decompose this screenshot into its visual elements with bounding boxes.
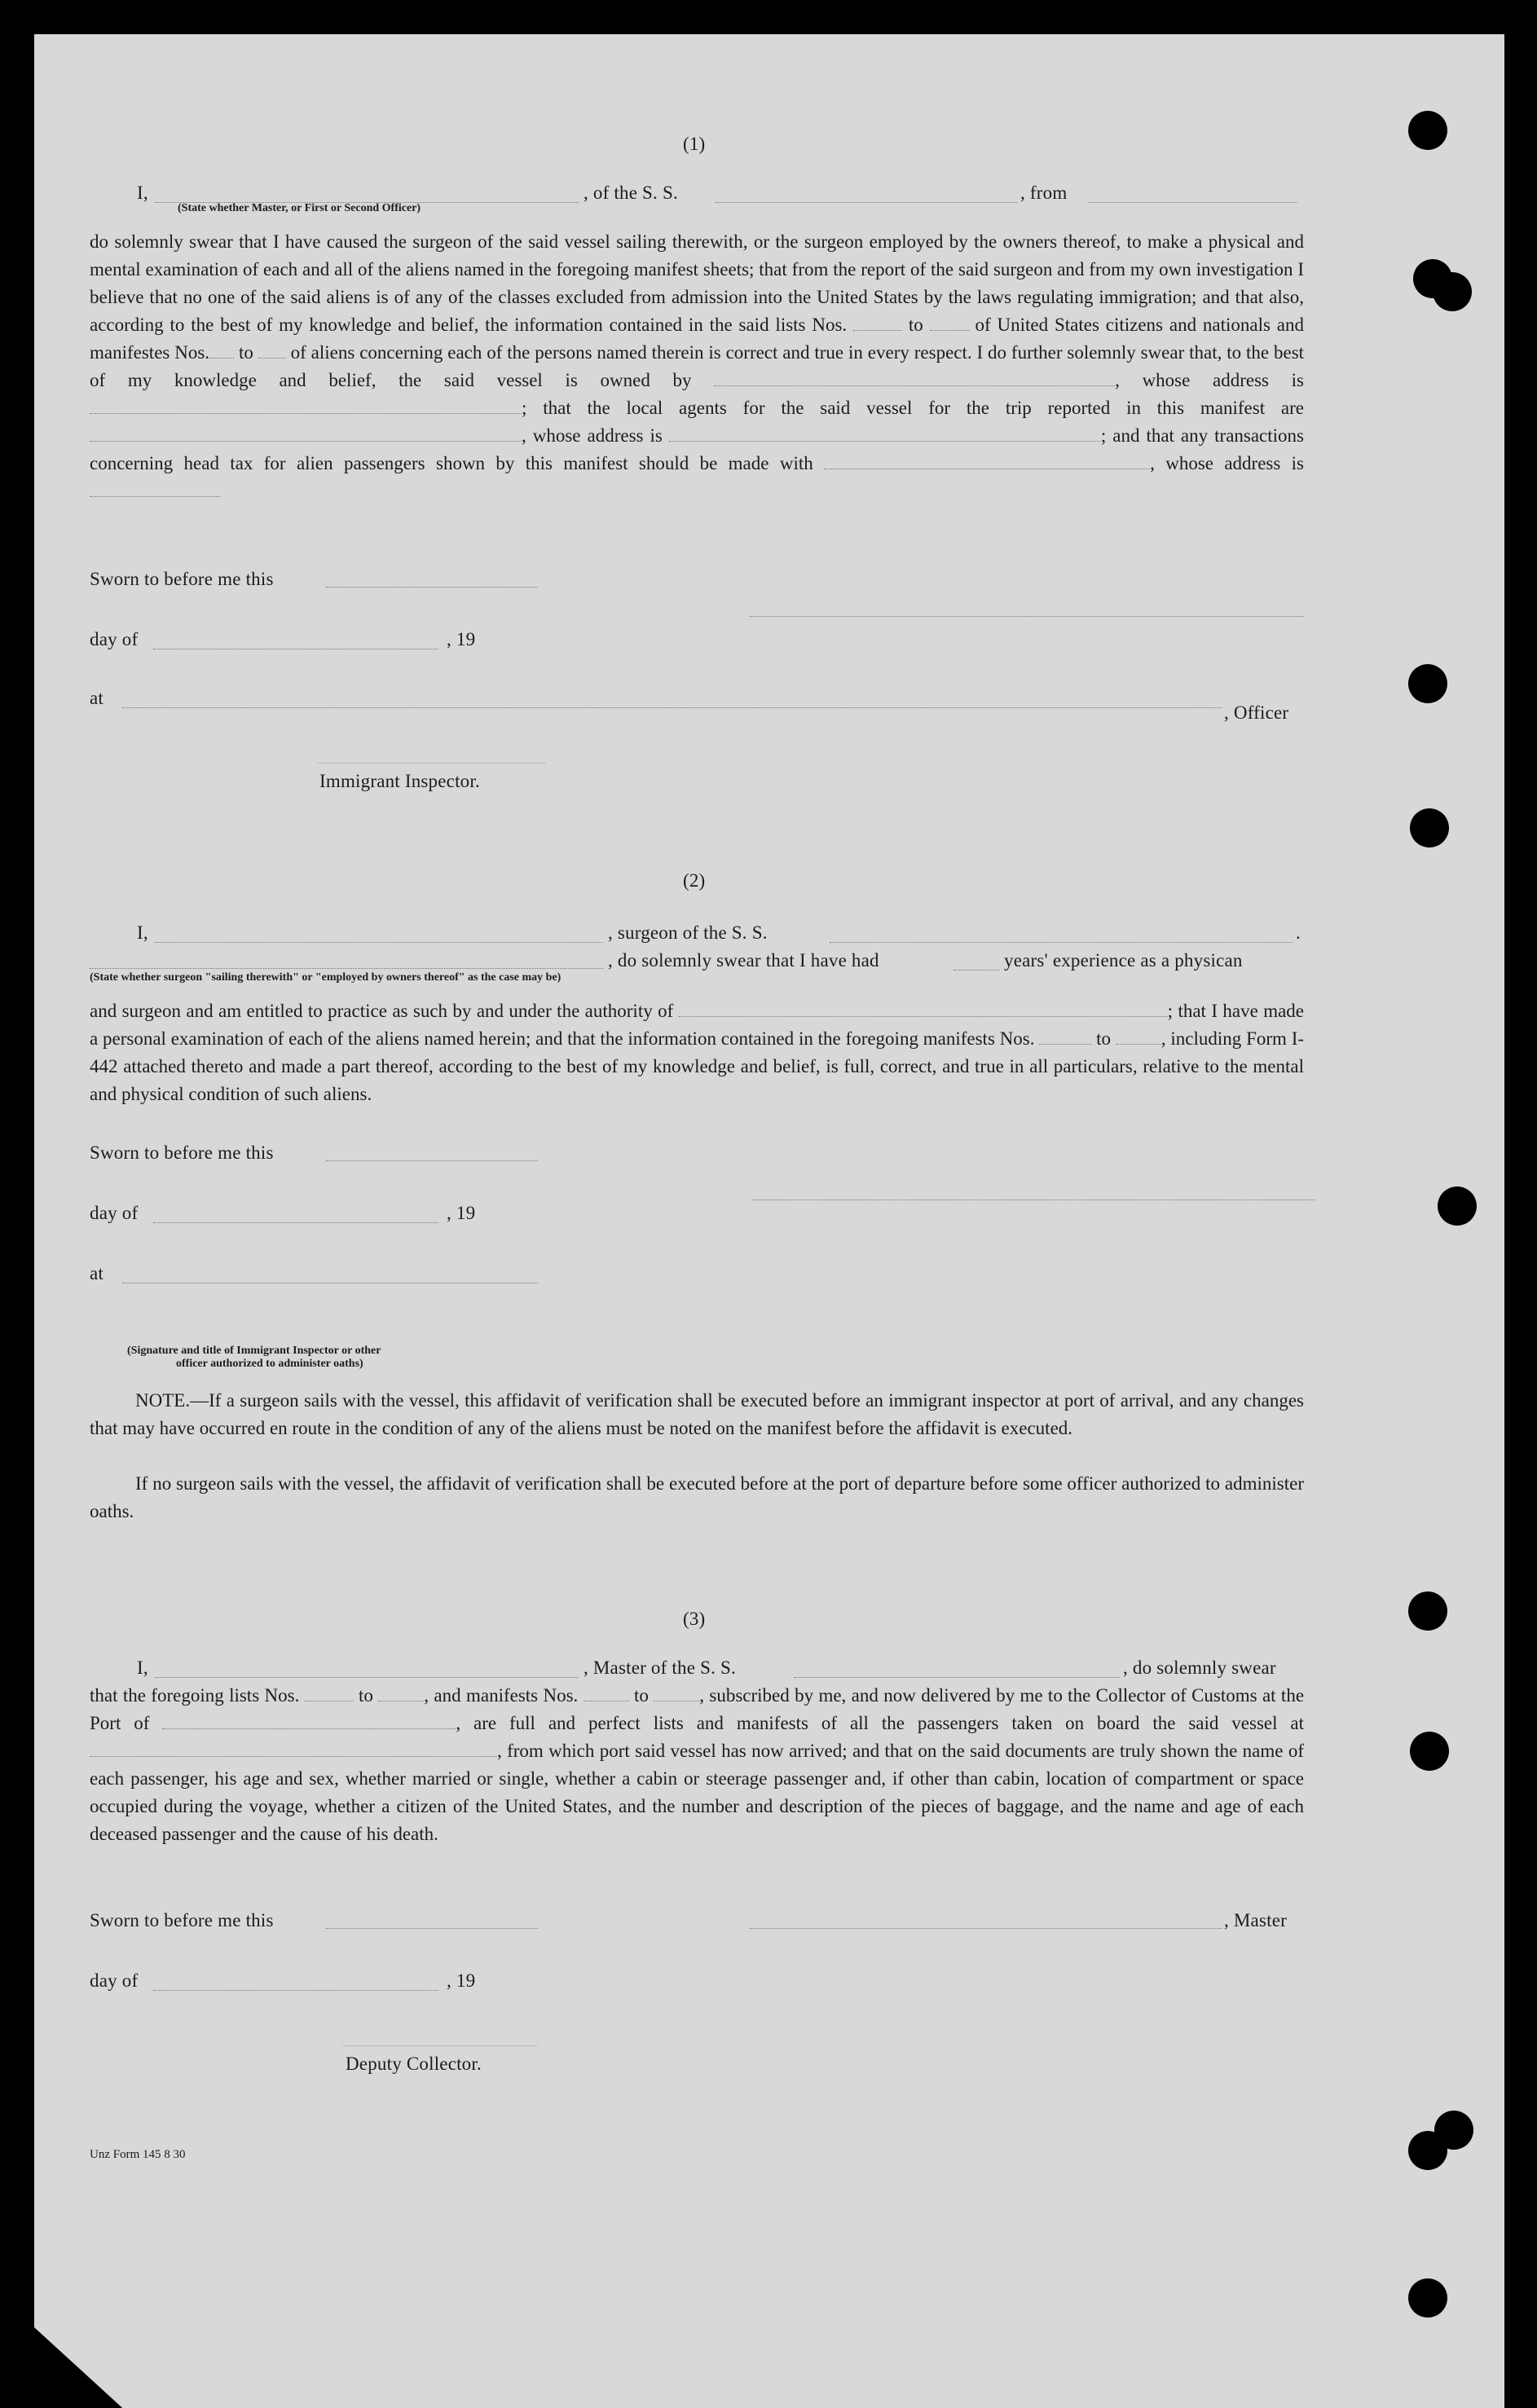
s1-text-9: ; and that any transactions concerning head tax for alien passengers shown by this manifest should be made with (90, 425, 1304, 473)
s2-note-2-text: If no surgeon sails with the vessel, the affidavit of verification shall be executed before at the port of departure before some officer authorized to administer oaths. (90, 1473, 1304, 1521)
s2-year-label: , 19 (447, 1203, 476, 1223)
s2-signature-caption-2: officer authorized to administer oaths) (176, 1358, 363, 1370)
s2-sworn-label: Sworn to before me this (90, 1142, 274, 1163)
s1-text-1: do solemnly swear that I have caused the surgeon of the said vessel sailing therewith, or the surgeon employed by the owners thereof, to make a physical and mental examination of each and all of the aliens named in the foregoing manifest sheets; that from the report of the said surgeon and from my own investigation I believe that no one of the said aliens is of any of the classes excluded from admission into the United States by the laws regulating immigration; and that also, according to the best of my knowledge and belief, the information contained in the said lists Nos. (90, 231, 1304, 335)
s2-text-1: and surgeon and am entitled to practice as such by and under the authority of (90, 1001, 674, 1021)
s2-ship-name-line (830, 942, 1293, 943)
s2-text-2: ; that I have made a personal examination of each of the aliens named herein; and that the information contained in the foregoing manifests Nos. (90, 1001, 1305, 1049)
s2-manifests-from-line (1039, 1029, 1091, 1045)
s3-master-label: , Master (1224, 1910, 1287, 1930)
s3-swear-label: , do solemnly swear (1123, 1657, 1276, 1678)
s1-i-label: I, (137, 183, 148, 203)
s2-manifests-to-line (1116, 1029, 1161, 1045)
s1-lists-to-line (930, 315, 969, 331)
s2-note-2 (90, 1470, 1304, 1525)
s1-oath-paragraph (90, 228, 1304, 505)
s2-surgeon-name-line (155, 942, 603, 943)
s3-text-5: , subscribed by me, and now delivered by me to the Collector of Customs at the Port of (90, 1685, 1305, 1733)
punch-hole (1408, 2131, 1447, 2170)
s1-text-8: , whose address is (522, 425, 663, 446)
s2-period: . (1296, 922, 1301, 943)
s1-manifests-from-line (209, 343, 234, 359)
s3-lists-from-line (305, 1686, 354, 1701)
s1-text-5: of aliens concerning each of the persons named therein is correct and true in every respect. I do further solemnly swear that, to the best of my knowledge and belief, the said vessel is owned by (90, 342, 1305, 390)
s3-master-name-line (155, 1677, 579, 1678)
s3-collector-label: Deputy Collector. (346, 2054, 482, 2074)
section-3-number: (3) (683, 1609, 706, 1629)
punch-hole (1410, 808, 1449, 847)
punch-hole (1410, 1732, 1449, 1771)
s1-lists-from-line (853, 315, 902, 331)
s1-owner-address-line (90, 398, 522, 414)
s3-sworn-date-line (326, 1928, 538, 1929)
s3-text-6: , are full and perfect lists and manifests of all the passengers taken on board the said vessel at (456, 1713, 1305, 1733)
section-2-number: (2) (683, 870, 706, 891)
s2-years-line (953, 970, 999, 971)
s3-day-of-line (153, 1990, 438, 1991)
s1-agents-line (90, 426, 522, 442)
s2-day-of-line (153, 1222, 438, 1223)
s2-surgeon-caption: (State whether surgeon "sailing therewith" or "employed by owners thereof" as the case may be) (90, 971, 562, 984)
s1-officer-caption: (State whether Master, or First or Second Officer) (178, 202, 421, 214)
s1-text-6: , whose address is (1115, 370, 1304, 390)
s3-text-2: to (359, 1685, 373, 1706)
s1-inspector-label: Immigrant Inspector. (319, 771, 480, 791)
s2-years-label: years' experience as a physican (1004, 950, 1243, 971)
s2-signature-caption-1: (Signature and title of Immigrant Inspector or other (127, 1345, 381, 1357)
s2-text-4: , including Form I-442 attached thereto and made a part thereof, according to the best of my knowledge and belief, is full, correct, and true in all particulars, relative to the mental and physical condition of such aliens. (90, 1028, 1305, 1104)
s2-note-1 (90, 1387, 1304, 1442)
s2-at-label: at (90, 1263, 103, 1283)
s2-i-label: I, (137, 922, 148, 943)
s2-oath-paragraph (90, 997, 1304, 1108)
s1-year-label: , 19 (447, 629, 476, 649)
s1-from-label: , from (1020, 183, 1068, 203)
punch-hole (1433, 272, 1472, 311)
s3-text-4: to (634, 1685, 649, 1706)
s1-sworn-label: Sworn to before me this (90, 569, 274, 589)
s1-head-tax-line (824, 454, 1150, 469)
s3-year-label: , 19 (447, 1970, 476, 1991)
s2-sworn-date-line (326, 1160, 538, 1161)
s3-i-label: I, (137, 1657, 148, 1678)
s2-day-of-label: day of (90, 1203, 139, 1223)
s3-collector-line (342, 2045, 538, 2046)
punch-hole (1438, 1186, 1477, 1226)
s1-text-2: to (908, 315, 923, 335)
s1-inspector-line (318, 763, 546, 764)
punch-hole (1408, 111, 1447, 150)
s3-lists-to-line (378, 1686, 424, 1701)
s1-text-7: ; that the local agents for the said vessel for the trip reported in this manifest are (522, 398, 1304, 418)
s2-swear-label: , do solemnly swear that I have had (608, 950, 879, 971)
s1-signature-line (750, 616, 1304, 617)
s2-surgeon-status-line (90, 968, 603, 969)
s1-agents-address-line (669, 426, 1101, 442)
s3-port-line (162, 1714, 456, 1729)
punch-hole (1408, 664, 1447, 703)
s2-text-3: to (1096, 1028, 1112, 1049)
s3-oath-paragraph (90, 1682, 1304, 1848)
punch-hole (1408, 1591, 1447, 1631)
s1-at-label: at (90, 688, 103, 708)
s1-text-3: of United States citizens and nationals and manifestes Nos. (90, 315, 1305, 363)
s1-day-of-label: day of (90, 629, 139, 649)
s3-ship-name-line (794, 1677, 1120, 1678)
s3-text-3: , and manifests Nos. (424, 1685, 579, 1706)
s3-manifests-to-line (654, 1686, 699, 1701)
section-1-number: (1) (683, 134, 706, 154)
punch-hole (1408, 2278, 1447, 2318)
form-number: Unz Form 145 8 30 (90, 2148, 186, 2161)
s1-manifests-to-line (258, 343, 286, 359)
s1-officer-label: , Officer (1224, 702, 1289, 723)
s3-text-7: , from which port said vessel has now arrived; and that on the said documents are truly shown the name of each passenger, his age and sex, whether married or single, whether a cabin or steerage passenger and, if other than cabin, location of compartment or space occupied during the voyage, whether a citizen of the United States, and the number and description of the pieces of baggage, and the name and age of each deceased passenger and the cause of his death. (90, 1741, 1304, 1844)
s1-sworn-date-line (326, 587, 538, 588)
s3-text-1: that the foregoing lists Nos. (90, 1685, 300, 1706)
s2-authority-line (679, 1001, 1168, 1017)
s1-text-11: whose address is (1165, 453, 1305, 473)
s1-text-10: , (1150, 453, 1155, 473)
s2-note-1-text: NOTE.—If a surgeon sails with the vessel, this affidavit of verification shall be executed before an immigrant inspector at port of arrival, and any changes that may have occurred en route in the condition of any of the aliens must be noted on the manifest before the affidavit is executed. (90, 1390, 1304, 1438)
s3-manifests-from-line (584, 1686, 629, 1701)
s1-from-port-line (1089, 202, 1297, 203)
s3-sworn-label: Sworn to before me this (90, 1910, 274, 1930)
s1-at-line (122, 707, 1222, 708)
s1-head-tax-address-line (90, 482, 220, 497)
s1-text-4: to (238, 342, 253, 363)
s1-of-ss-label: , of the S. S. (584, 183, 678, 203)
s3-embark-port-line (90, 1741, 497, 1757)
s1-owner-line (714, 371, 1115, 386)
s2-surgeon-label: , surgeon of the S. S. (608, 922, 768, 943)
s3-day-of-label: day of (90, 1970, 139, 1991)
s3-signature-line (750, 1928, 1222, 1929)
s3-master-of-label: , Master of the S. S. (584, 1657, 736, 1678)
s1-ship-name-line (716, 202, 1017, 203)
